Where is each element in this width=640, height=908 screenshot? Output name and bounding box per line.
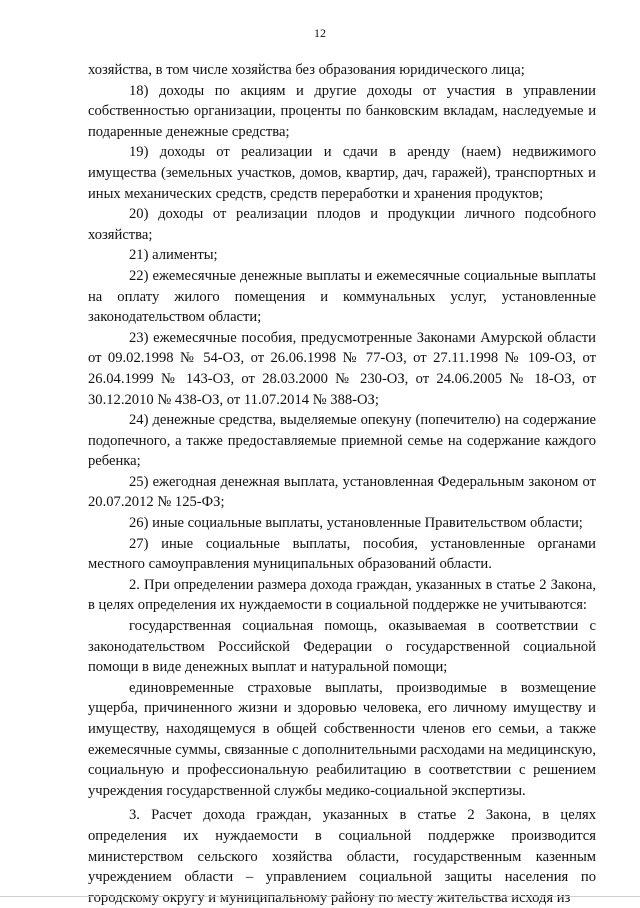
exclusion-paragraph-2: единовременные страховые выплаты, производимые в возмещение ущерба, причиненного жизни и здоровью человека, его личному имуществу и имуществу, находящемуся в общей собственности членов его семьи, а также ежемесячные суммы, связанные с дополнительными расходами на медицинскую, социальную и профессиональную реабилитацию в соответствии с решением учреждения государственной службы медико-социальной экспертизы. — [88, 679, 596, 799]
exclusion-paragraph-1: государственная социальная помощь, оказываемая в соответствии с законодательством Российской Федерации о государственной социальной помощи в виде денежных выплат и натуральной помощи; — [88, 618, 596, 676]
page-number: 12 — [314, 26, 326, 40]
document-body — [88, 60, 596, 908]
list-item-26: 26) иные социальные выплаты, установленные Правительством области; — [129, 515, 583, 532]
list-item-21: 21) алименты; — [129, 247, 218, 264]
page-bottom-edge — [0, 896, 640, 897]
list-item-22: 22) ежемесячные денежные выплаты и ежемесячные социальные выплаты на оплату жилого помещения и коммунальных услуг, установленные законодательством области; — [88, 267, 596, 326]
list-item-23: 23) ежемесячные пособия, предусмотренные Законами Амурской области от 09.02.1998 № 54-ОЗ, от 26.06.1998 № 77-ОЗ, от 27.11.1998 № 109-ОЗ, от 26.04.1999 № 143-ОЗ, от 28.03.2000 № 230-ОЗ, от 24.06.2005 № 18-ОЗ, от 30.12.2010 № 438-ОЗ, от 11.07.2014 № 388-ОЗ; — [88, 329, 596, 408]
paragraph-continuation: хозяйства, в том числе хозяйства без образования юридического лица; — [88, 62, 525, 78]
section-2-paragraph: 2. При определении размера дохода граждан, указанных в статье 2 Закона, в целях определения их нуждаемости в социальной поддержке не учитываются: — [88, 576, 596, 614]
list-item-19: 19) доходы от реализации и сдачи в аренду (наем) недвижимого имущества (земельных участков, домов, квартир, дач, гаражей), транспортных и иных механических средств, средств переработки и хранения продуктов; — [88, 144, 596, 202]
list-item-18: 18) доходы по акциям и другие доходы от участия в управлении собственностью организации, проценты по банковским вкладам, наследуемые и подаренные денежные средства; — [88, 82, 596, 140]
list-item-24: 24) денежные средства, выделяемые опекуну (попечителю) на содержание подопечного, а также предоставляемые приемной семье на содержание каждого ребенка; — [88, 412, 596, 470]
section-3-paragraph: 3. Расчет дохода граждан, указанных в статье 2 Закона, в целях определения их нуждаемости в социальной поддержке производится министерством сельского хозяйства области, государственным казенным учреждением области – управлением социальной защиты населения по городскому округу и муниципальному району по месту жительства исходя из — [88, 807, 596, 906]
list-item-20: 20) доходы от реализации плодов и продукции личного подсобного хозяйства; — [88, 206, 596, 243]
list-item-27: 27) иные социальные выплаты, пособия, установленные органами местного самоуправления муниципальных образований области. — [88, 535, 596, 573]
list-item-25: 25) ежегодная денежная выплата, установленная Федеральным законом от 20.07.2012 № 125-ФЗ; — [88, 473, 596, 511]
